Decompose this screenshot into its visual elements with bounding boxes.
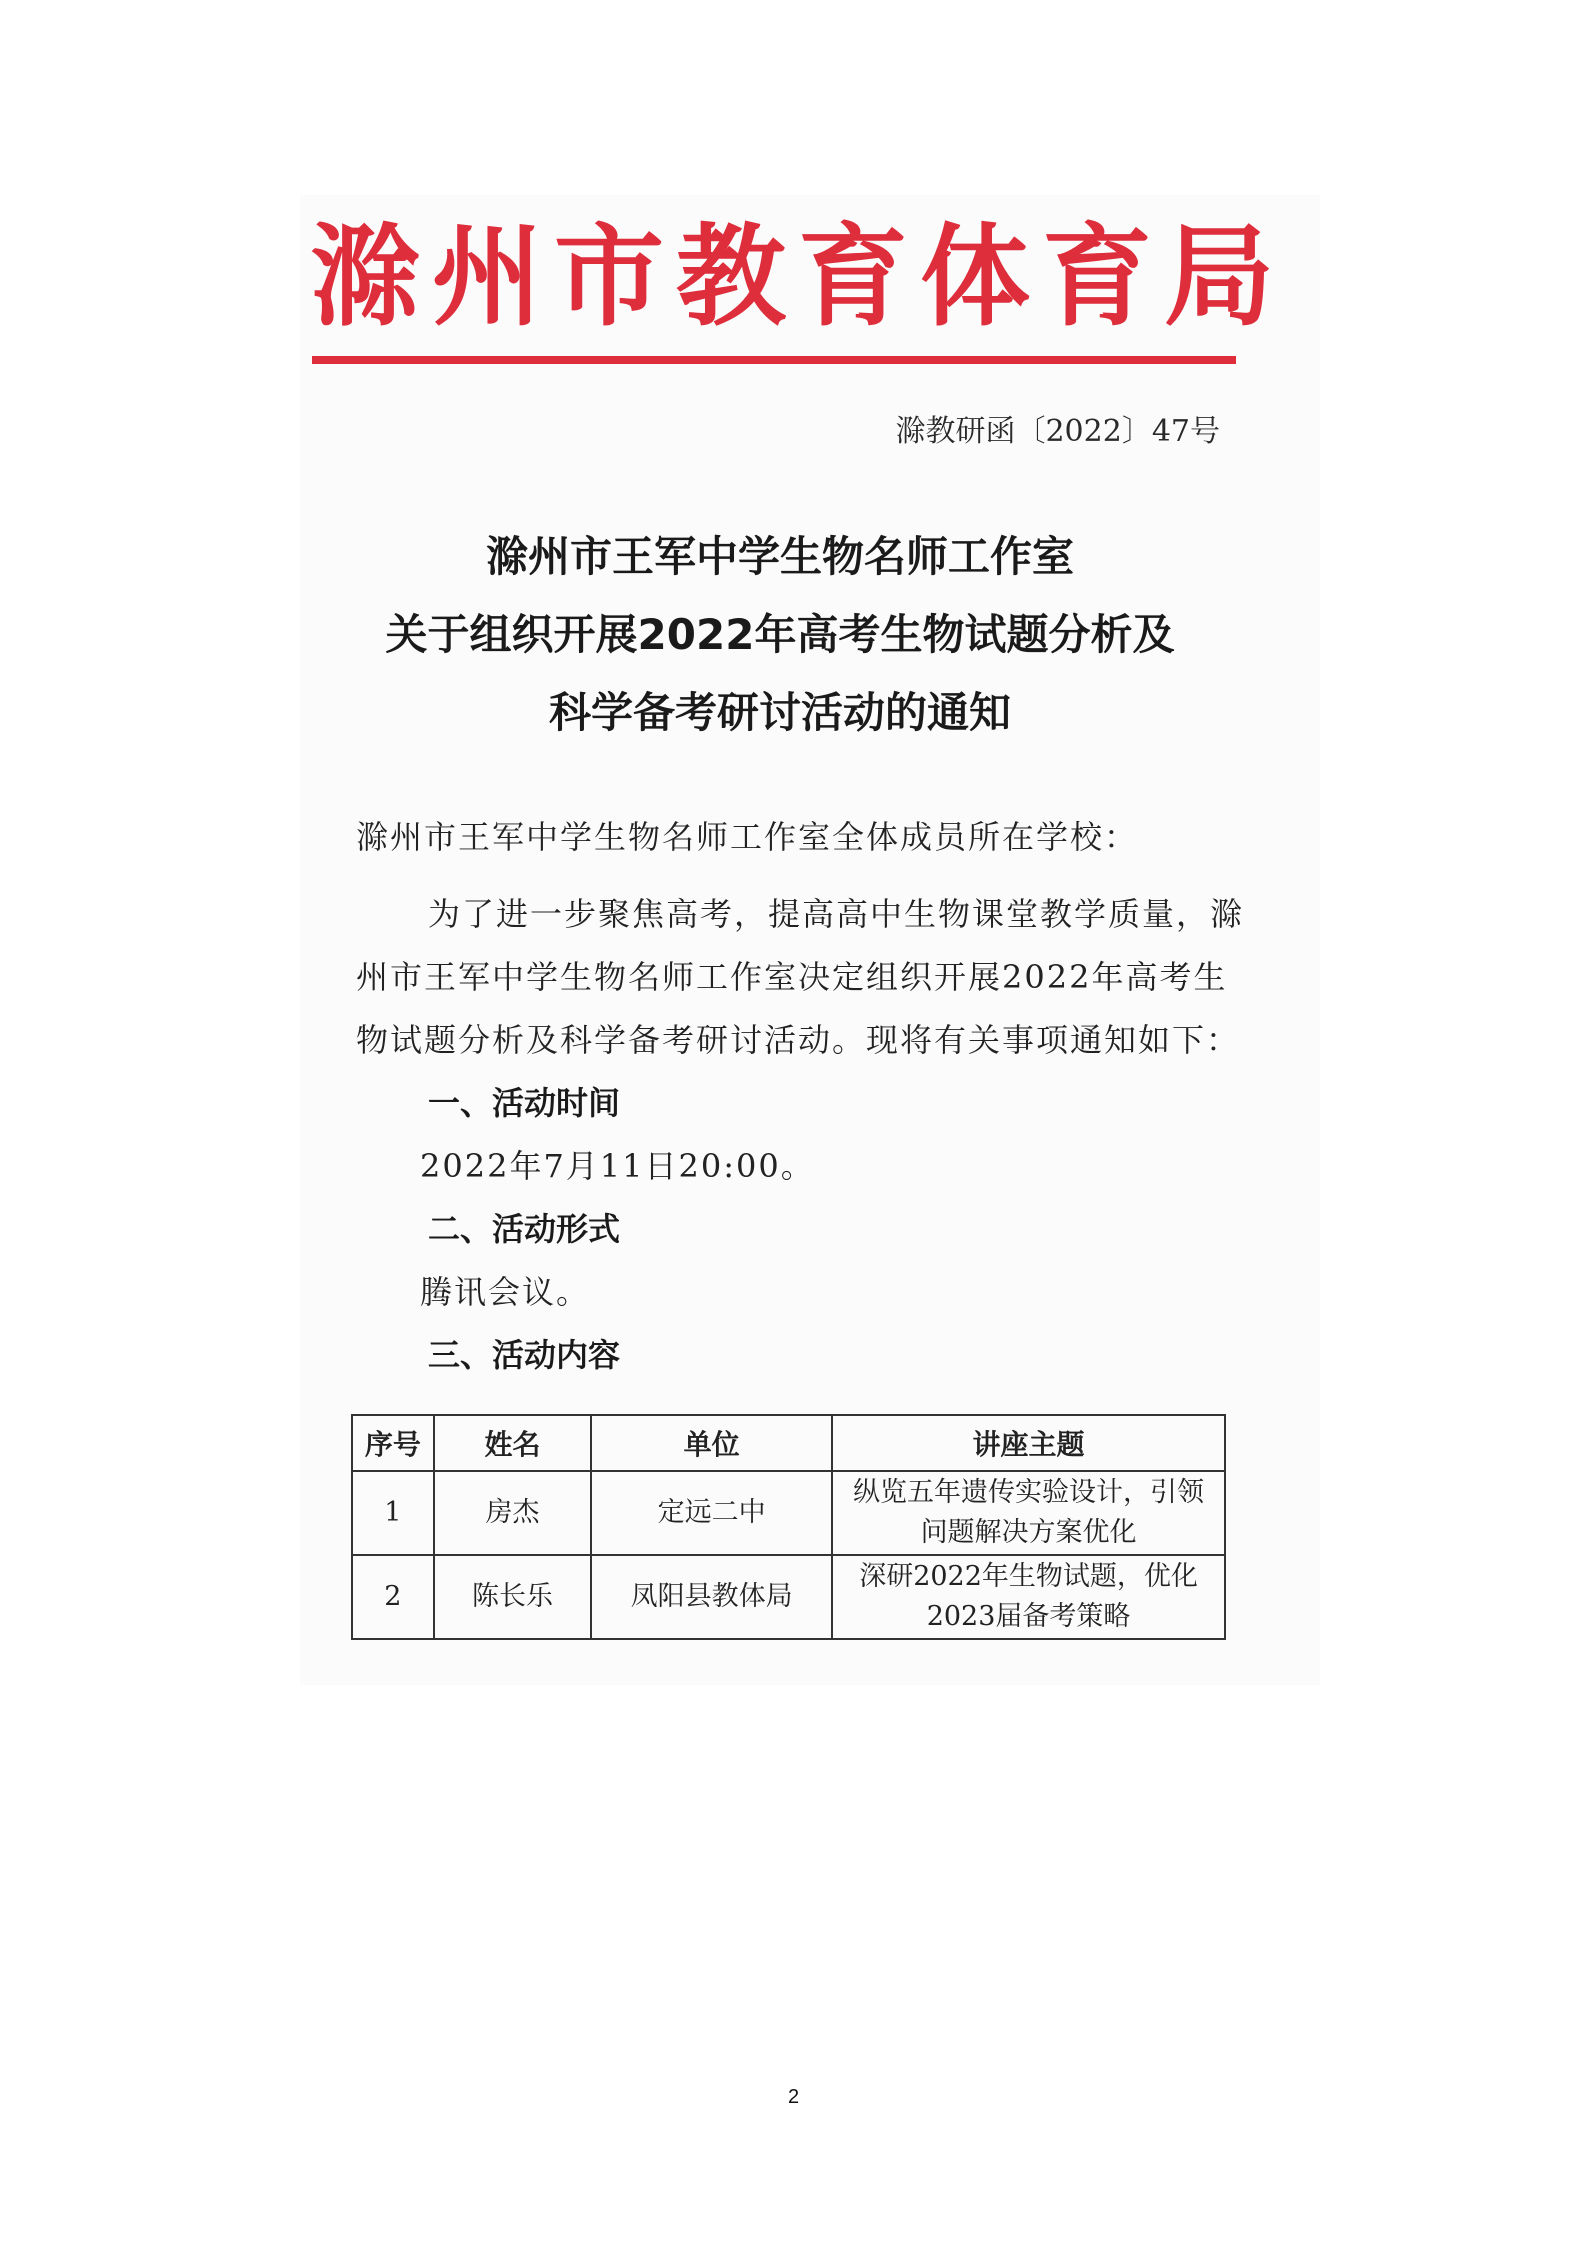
document-number: 滁教研函〔2022〕47号 bbox=[895, 414, 1220, 449]
salutation: 滁州市王军中学生物名师工作室全体成员所在学校： bbox=[356, 818, 1139, 856]
body-paragraph-line-1: 为了进一步聚焦高考，提高高中生物课堂教学质量，滁 bbox=[428, 895, 1245, 933]
notice-title-line-3: 科学备考研讨活动的通知 bbox=[548, 688, 1011, 737]
page-number: 2 bbox=[787, 2086, 800, 2108]
table-row bbox=[352, 1555, 1225, 1639]
speaker-table bbox=[351, 1414, 1226, 1640]
cell-no: 2 bbox=[352, 1555, 434, 1639]
cell-unit: 凤阳县教体局 bbox=[591, 1555, 832, 1639]
body-paragraph-line-3: 物试题分析及科学备考研讨活动。现将有关事项通知如下： bbox=[356, 1021, 1241, 1059]
section-heading-content: 三、活动内容 bbox=[428, 1336, 621, 1374]
column-header-no: 序号 bbox=[352, 1415, 434, 1471]
column-header-unit: 单位 bbox=[591, 1415, 832, 1471]
cell-unit: 定远二中 bbox=[591, 1471, 832, 1555]
letterhead-red-rule bbox=[312, 356, 1236, 364]
topic-line: 2023届备考策略 bbox=[926, 1601, 1131, 1632]
letterhead-organization-name: 滁州市教育体育局 bbox=[310, 213, 1286, 341]
column-header-topic: 讲座主题 bbox=[832, 1415, 1225, 1471]
cell-name: 陈长乐 bbox=[434, 1555, 591, 1639]
topic-line: 问题解决方案优化 bbox=[920, 1517, 1137, 1548]
table-header-row bbox=[352, 1415, 1225, 1471]
topic-line: 深研2022年生物试题，优化 bbox=[859, 1561, 1198, 1592]
table-row bbox=[352, 1471, 1225, 1555]
section-content-format: 腾讯会议。 bbox=[420, 1273, 591, 1311]
notice-title-line-2: 关于组织开展2022年高考生物试题分析及 bbox=[385, 610, 1175, 659]
topic-line: 纵览五年遗传实验设计，引领 bbox=[853, 1477, 1205, 1508]
cell-topic bbox=[832, 1555, 1225, 1639]
cell-no: 1 bbox=[352, 1471, 434, 1555]
notice-title-line-1: 滁州市王军中学生物名师工作室 bbox=[485, 532, 1074, 581]
section-heading-time: 一、活动时间 bbox=[428, 1084, 621, 1122]
cell-topic bbox=[832, 1471, 1225, 1555]
column-header-name: 姓名 bbox=[434, 1415, 591, 1471]
body-paragraph-line-2: 州市王军中学生物名师工作室决定组织开展2022年高考生 bbox=[356, 958, 1228, 996]
section-content-time: 2022年7月11日20:00。 bbox=[420, 1147, 815, 1185]
cell-name: 房杰 bbox=[434, 1471, 591, 1555]
section-heading-format: 二、活动形式 bbox=[428, 1210, 621, 1248]
